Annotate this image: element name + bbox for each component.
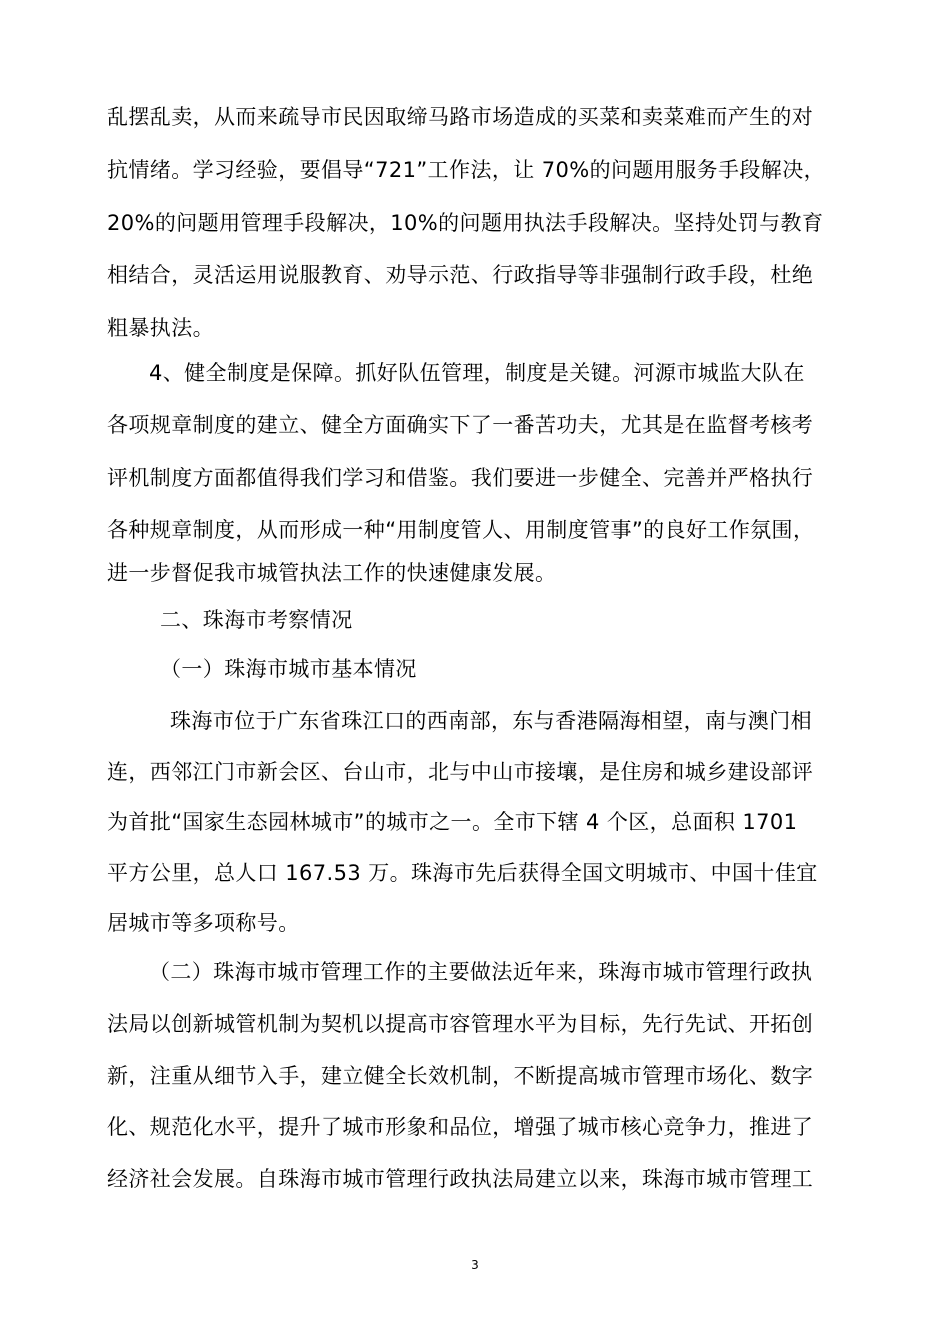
body-text-line: 各项规章制度的建立、健全方面确实下了一番苦功夫，尤其是在监督考核考 [107, 413, 814, 437]
body-text-line: 平方公里，总人口 167.53 万。珠海市先后获得全国文明城市、中国十佳宜 [107, 861, 818, 885]
section-heading: 二、珠海市考察情况 [160, 608, 353, 632]
body-text-line: 为首批“国家生态园林城市”的城市之一。全市下辖 4 个区，总面积 1701 [107, 810, 798, 834]
body-text-line: 抗情绪。学习经验，要倡导“721”工作法，让 70%的问题用服务手段解决， [107, 158, 825, 182]
body-text-line: 评机制度方面都值得我们学习和借鉴。我们要进一步健全、完善并严格执行 [107, 466, 814, 490]
body-text-line: 珠海市位于广东省珠江口的西南部，东与香港隔海相望，南与澳门相 [170, 709, 812, 733]
subsection-heading: （一）珠海市城市基本情况 [160, 657, 417, 681]
body-text-line: 各种规章制度，从而形成一种“用制度管人、用制度管事”的良好工作氛围， [107, 518, 815, 542]
body-text-line: 进一步督促我市城管执法工作的快速健康发展。 [107, 561, 557, 585]
body-text-line: 4、健全制度是保障。抓好队伍管理，制度是关键。河源市城监大队在 [149, 361, 805, 385]
body-text-line: 乱摆乱卖，从而来疏导市民因取缔马路市场造成的买菜和卖菜难而产生的对 [107, 105, 814, 129]
body-text-line: 连，西邻江门市新会区、台山市，北与中山市接壤，是住房和城乡建设部评 [107, 760, 814, 784]
body-text-line: 居城市等多项称号。 [107, 911, 300, 935]
body-text-line: 20%的问题用管理手段解决，10%的问题用执法手段解决。坚持处罚与教育 [107, 211, 824, 235]
body-text-line: （二）珠海市城市管理工作的主要做法近年来，珠海市城市管理行政执 [149, 960, 813, 984]
page-number: 3 [471, 1258, 479, 1272]
body-text-line: 经济社会发展。自珠海市城市管理行政执法局建立以来，珠海市城市管理工 [107, 1167, 814, 1191]
body-text-line: 法局以创新城管机制为契机以提高市容管理水平为目标，先行先试、开拓创 [107, 1012, 814, 1036]
body-text-line: 相结合，灵活运用说服教育、劝导示范、行政指导等非强制行政手段，杜绝 [107, 263, 814, 287]
body-text-line: 新，注重从细节入手，建立健全长效机制，不断提高城市管理市场化、数字 [107, 1064, 814, 1088]
body-text-line: 化、规范化水平，提升了城市形象和品位，增强了城市核心竞争力，推进了 [107, 1115, 814, 1139]
body-text-line: 粗暴执法。 [107, 316, 214, 340]
